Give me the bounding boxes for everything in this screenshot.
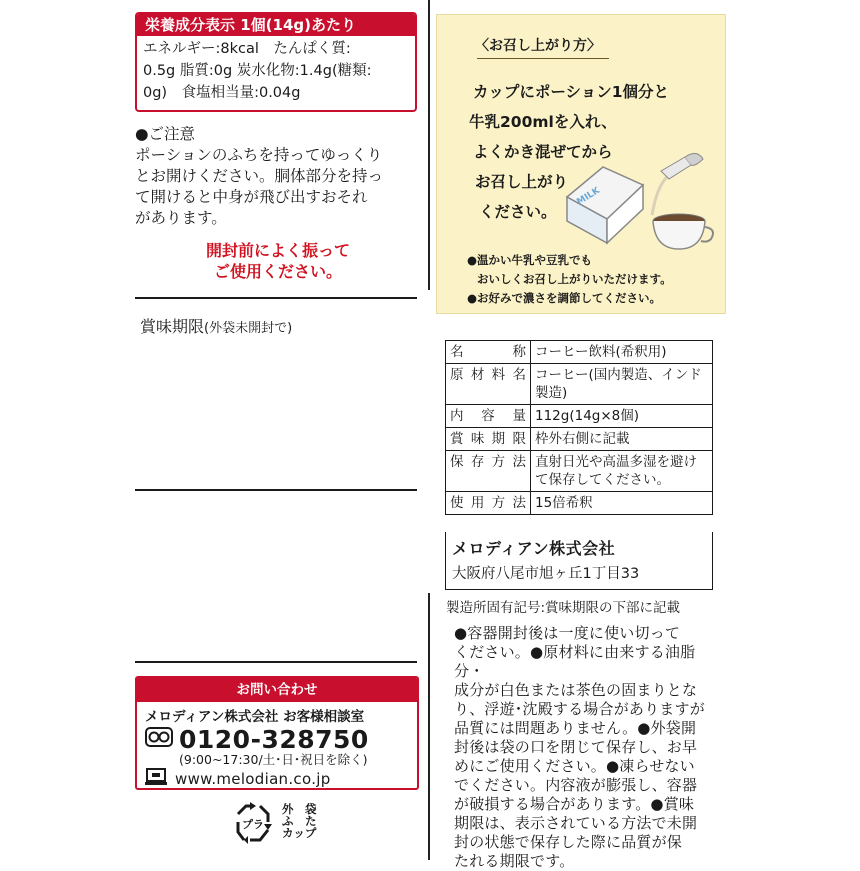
instruction-step: ください。 [479,203,557,221]
info-value: 直射日光や高温多湿を避けて保存してください。 [531,451,713,492]
caution-heading: ●ご注意 [135,125,196,143]
usage-note-line: 封の状態で保存した際に品質が保 [454,833,683,851]
pc-icon [145,768,167,790]
nutrition-label [135,12,417,112]
contact-company: メロディアン株式会社 お客様相談室 [145,709,365,725]
free-dial-icon [145,727,173,751]
caution-section [135,124,421,229]
product-info-table [445,340,713,515]
info-value: コーヒー飲料(希釈用) [531,341,713,364]
info-key: 原材料名 [446,364,531,405]
caution-line: があります。 [135,209,227,227]
usage-note-line: 封後は袋の口を閉じて保存し、お早 [454,738,698,756]
info-value: コーヒー(国内製造、インド製造) [531,364,713,405]
contact-box [135,676,419,790]
shake-notice-line: 開封前によく振って [205,241,350,260]
instruction-step: カップにポーション1個分と [473,83,670,101]
manufacturer-address: 大阪府八尾市旭ヶ丘1丁目33 [452,566,640,582]
instructions-panel [436,14,726,314]
info-key: 名 称 [446,341,531,364]
plant-code-note: 製造所固有記号:賞味期限の下部に記載 [446,600,681,616]
info-value: 112g(14g×8個) [531,405,713,428]
usage-note-line: ください。●原材料に由来する油脂分・ [454,643,696,680]
recycle-text [282,803,317,839]
instruction-step: お召し上がり [475,173,569,191]
nutrition-header: 栄養成分表示 1個(14g)あたり [137,14,415,36]
usage-note-line: ●容器開封後は一度に使い切って [454,624,681,642]
usage-note-line: たれる期限です。 [454,852,575,870]
usage-notes [454,624,722,871]
divider [477,58,609,59]
shake-notice [135,240,421,282]
table-row [446,492,713,515]
info-key: 保存方法 [446,451,531,492]
milk-coffee-illustration [557,145,717,255]
plastic-recycle-icon [230,800,276,850]
svg-text:プラ: プラ [242,818,264,831]
instruction-note: ●温かい牛乳や豆乳でも [467,253,593,267]
divider [135,489,417,491]
shake-notice-line: ご使用ください。 [213,262,342,281]
divider [135,297,417,299]
recycle-line: カップ [282,826,317,840]
instructions-title: 〈お召し上がり方〉 [475,38,601,54]
nutrition-line-1: エネルギー:8kcal たんぱく質: [143,41,351,57]
nutrition-line-2: 0.5g 脂質:0g 炭水化物:1.4g(糖類: [143,63,372,79]
info-key: 賞味期限 [446,428,531,451]
manufacturer-box [445,532,713,590]
manufacturer-name: メロディアン株式会社 [452,539,616,558]
usage-note-line: が破損する場合があります。●賞味 [454,795,695,813]
usage-note-line: 成分が白色または茶色の固まりとな [454,681,698,699]
instruction-note: おいしくお召し上がりいただけます。 [477,272,672,286]
caution-line: ポーションのふちを持ってゆっくり [135,146,383,164]
info-value: 15倍希釈 [531,492,713,515]
divider [428,0,430,290]
table-row [446,341,713,364]
usage-note-line: でください。内容液が膨張し、容器 [454,776,698,794]
caution-line: て開けると中身が飛び出すおそれ [135,188,368,206]
expiry-title: 賞味期限 [140,317,205,336]
instruction-step: 牛乳200mlを入れ、 [469,113,617,131]
recycle-line: ふ た [282,814,317,828]
info-key: 内 容 量 [446,405,531,428]
milk-label: MILK [575,185,602,208]
info-key: 使用方法 [446,492,531,515]
nutrition-line-3: 0g) 食塩相当量:0.04g [143,85,301,101]
contact-website[interactable]: www.melodian.co.jp [175,770,331,788]
table-row [446,364,713,405]
contact-hours: (9:00~17:30/土･日･祝日を除く) [179,752,368,767]
usage-note-line: 品質には問題ありません。●外袋開 [454,719,697,737]
divider [428,593,430,860]
info-value: 枠外右側に記載 [531,428,713,451]
usage-note-line: めにご使用ください。●凍らせない [454,757,695,775]
contact-header: お問い合わせ [137,678,417,702]
table-row [446,428,713,451]
instruction-step: よくかき混ぜてから [473,143,613,161]
usage-note-line: り、浮遊･沈殿する場合がありますが [454,700,705,718]
recycle-line: 外 袋 [282,802,317,816]
instruction-note: ●お好みで濃さを調節してください。 [467,291,662,305]
table-row [446,451,713,492]
caution-line: とお開けください。胴体部分を持っ [135,167,384,185]
contact-phone[interactable]: 0120-328750 [179,724,369,754]
expiry-label [140,314,292,337]
table-row [446,405,713,428]
usage-note-line: 期限は、表示されている方法で未開 [454,814,698,832]
expiry-subtitle: (外袋未開封で) [204,321,293,336]
divider [135,661,417,663]
